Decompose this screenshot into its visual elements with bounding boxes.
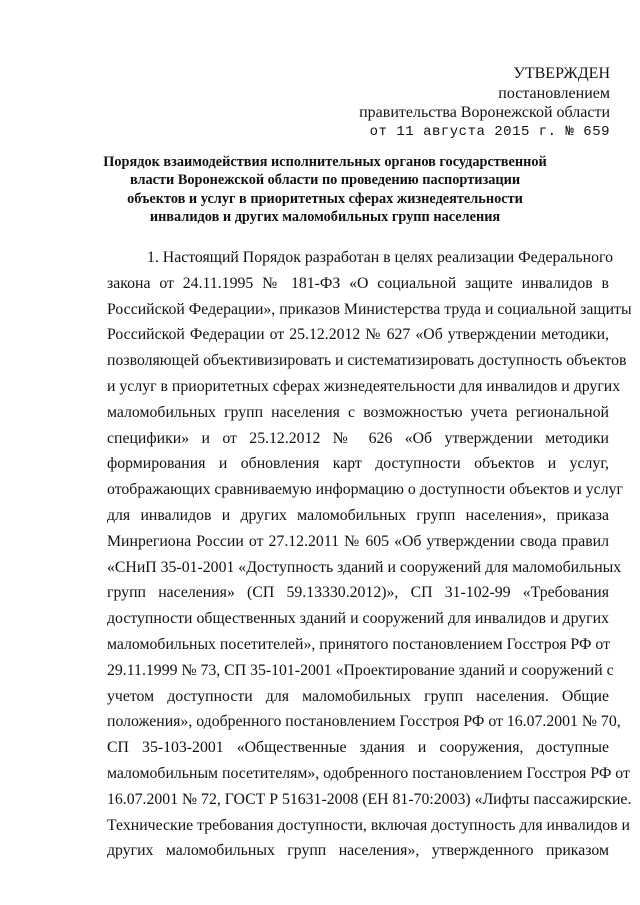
body-line: 29.11.1999 № 73, СП 35-101-2001 «Проектирование зданий и сооружений с xyxy=(107,661,614,679)
approval-date-number: от 11 августа 2015 г. № 659 xyxy=(369,123,610,140)
approval-heading: УТВЕРЖДЕН xyxy=(513,65,610,82)
body-line: Российской Федерации от 25.12.2012 № 627 «Об утверждении методики, xyxy=(107,326,609,344)
body-line: Российской Федерации», приказов Министерства труда и социальной защиты xyxy=(107,300,632,318)
body-line: отображающих сравниваемую информацию о доступности объектов и услуг xyxy=(107,481,623,499)
approval-stamp xyxy=(359,64,610,142)
body-line: маломобильным посетителям», одобренного постановлением Госстроя РФ от xyxy=(107,764,630,782)
body-line: позволяющей объективизировать и систематизировать доступность объектов xyxy=(107,352,627,370)
body-line: 16.07.2001 № 72, ГОСТ Р 51631-2008 (ЕН 81-70:2003) «Лифты пассажирские. xyxy=(107,790,632,808)
document-body xyxy=(107,245,632,864)
body-line: Технические требования доступности, включая доступность для инвалидов и xyxy=(107,816,631,834)
body-line: доступности общественных зданий и сооружений для инвалидов и других xyxy=(107,610,609,628)
body-line: положения», одобренного постановлением Госстроя РФ от 16.07.2001 № 70, xyxy=(107,713,621,731)
body-line: Минрегиона России от 27.12.2011 № 605 «Об утверждении свода правил xyxy=(107,532,609,550)
body-line: маломобильных посетителей», принятого постановлением Госстроя РФ от xyxy=(107,635,610,653)
body-line: для инвалидов и других маломобильных групп населения», приказа xyxy=(107,506,609,524)
body-line: закона от 24.11.1995 № 181-ФЗ «О социальной защите инвалидов в xyxy=(107,274,609,292)
body-line: маломобильных групп населения с возможностью учета региональной xyxy=(107,403,609,421)
body-line: других маломобильных групп населения», утвержденного приказом xyxy=(107,842,609,860)
body-line: формирования и обновления карт доступности объектов и услуг, xyxy=(107,455,609,473)
body-line: СП 35-103-2001 «Общественные здания и сооружения, доступные xyxy=(107,739,609,757)
body-line: 1. Настоящий Порядок разработан в целях реализации Федерального xyxy=(147,249,613,266)
document-title: Порядок взаимодействия исполнительных органов государственной власти Воронежской области по проведению паспортизации объектов и услуг в приоритетных сферах жизнедеятельности инвалидов и других маломобильных групп населения xyxy=(103,154,547,225)
body-line: учетом доступности для маломобильных групп населения. Общие xyxy=(107,687,609,705)
body-line: «СНиП 35-01-2001 «Доступность зданий и сооружений для маломобильных xyxy=(107,558,622,576)
approval-authority: правительства Воронежской области xyxy=(359,104,610,121)
body-line: специфики» и от 25.12.2012 № 626 «Об утверждении методики xyxy=(107,429,609,447)
approval-by: постановлением xyxy=(498,84,610,102)
body-line: и услуг в приоритетных сферах жизнедеятельности для инвалидов и других xyxy=(107,377,621,395)
body-line: групп населения» (СП 59.13330.2012)», СП 31-102-99 «Требования xyxy=(107,584,609,602)
